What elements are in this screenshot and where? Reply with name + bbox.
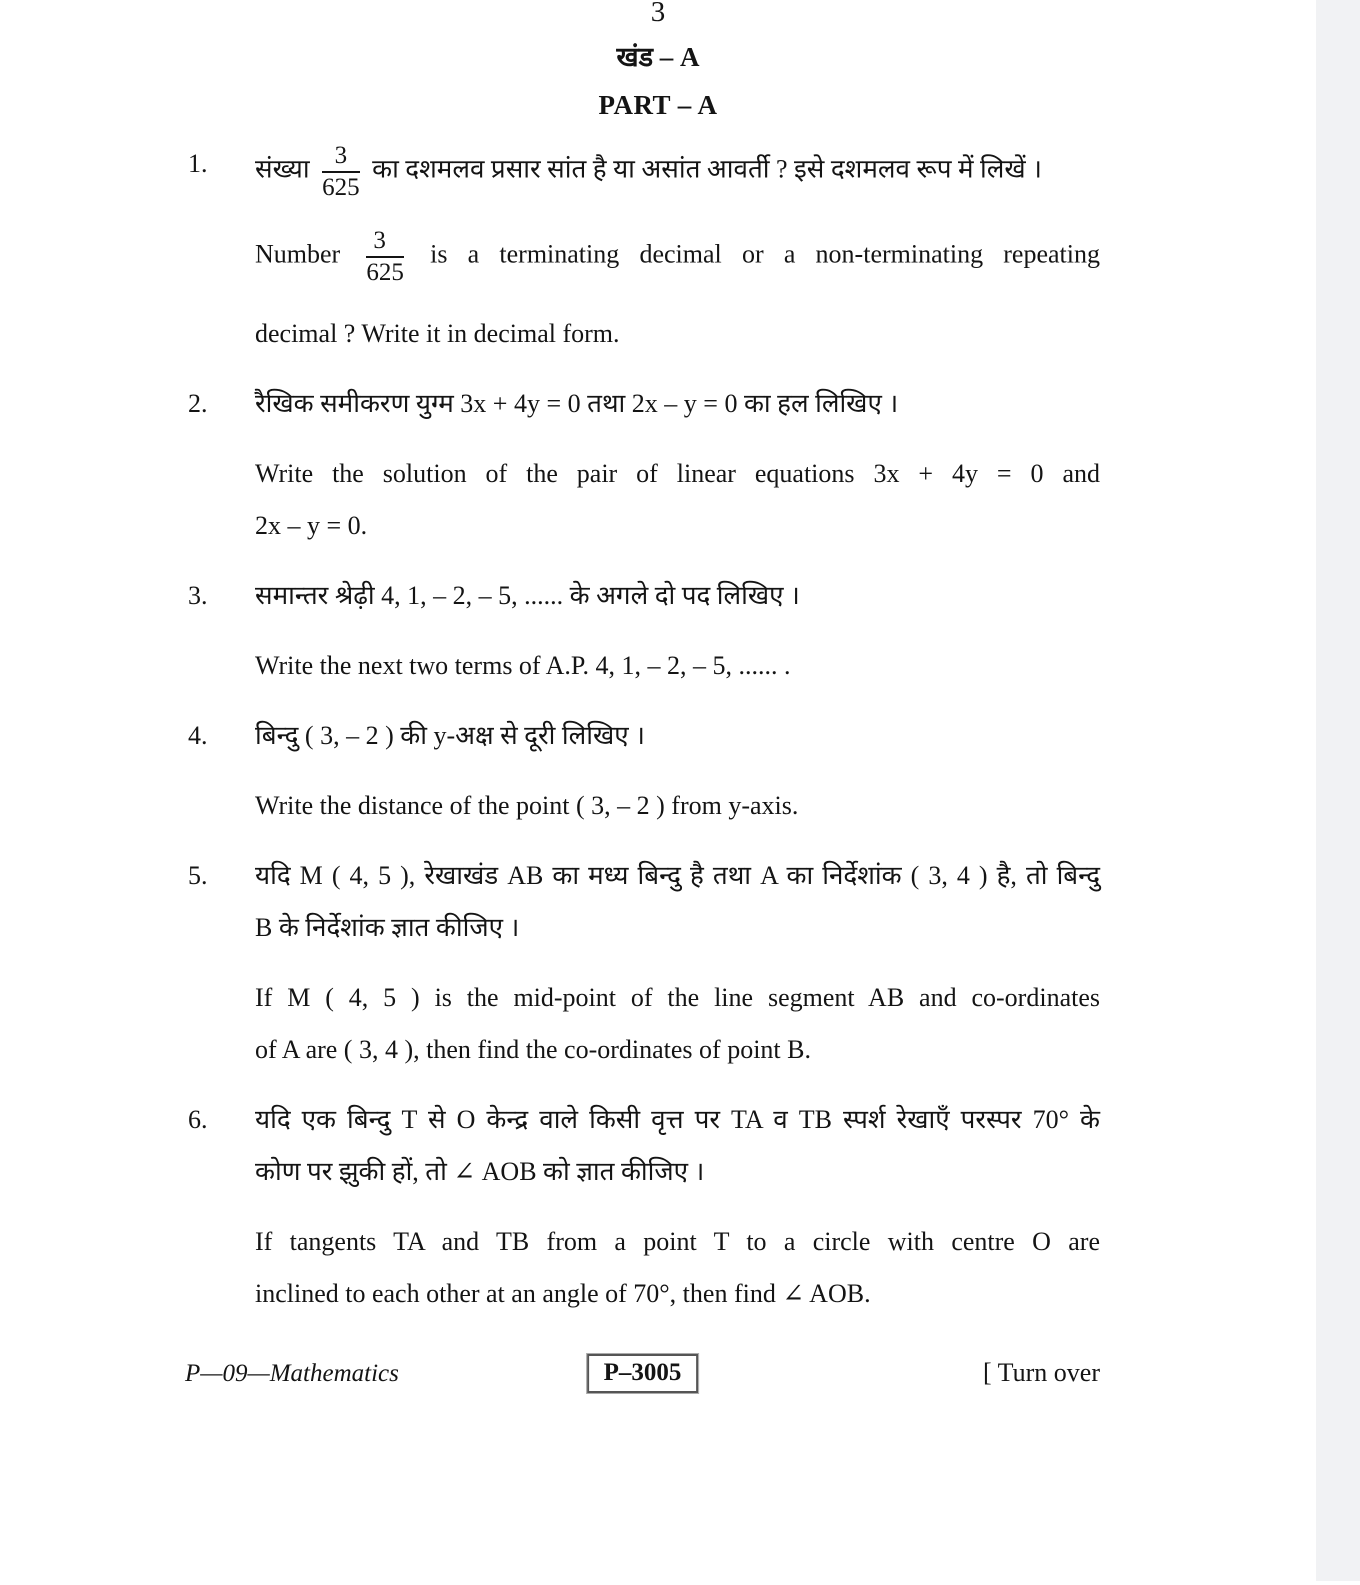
- question-1-number: 1.: [188, 149, 208, 178]
- question-2-hindi: रैखिक समीकरण युग्म 3x + 4y = 0 तथा 2x – y = 0 का हल लिखिए ।: [255, 389, 899, 418]
- section-heading-hindi: खंड – A: [616, 42, 700, 72]
- question-4: [188, 710, 1100, 850]
- question-5-english-line-2: of A are ( 3, 4 ), then find the co-ordinates of point B.: [255, 1035, 811, 1064]
- question-4-number: 4.: [188, 721, 208, 750]
- question-5-hindi: [255, 850, 1100, 954]
- question-5-english-line-1: If M ( 4, 5 ) is the mid-point of the line segment AB and co-ordinates: [255, 983, 1100, 1012]
- scan-edge-strip: [1316, 0, 1360, 1581]
- question-5-number: 5.: [188, 861, 208, 890]
- question-3: [188, 570, 1100, 710]
- fraction-denominator: 625: [366, 259, 404, 286]
- turn-over-label: [ Turn over: [982, 1358, 1100, 1387]
- question-2-english: [255, 448, 1100, 552]
- question-6-english-line-1: If tangents TA and TB from a point T to a circle with centre O are: [255, 1227, 1100, 1256]
- question-3-hindi: समान्तर श्रेढ़ी 4, 1, – 2, – 5, ...... के अगले दो पद लिखिए ।: [255, 581, 800, 610]
- question-2: [188, 378, 1100, 570]
- section-heading-english: PART – A: [598, 90, 718, 120]
- fraction-3-625: [322, 142, 360, 201]
- question-1-hindi-before-fraction: संख्या: [255, 154, 310, 184]
- question-1-english-line-1: [255, 223, 1100, 290]
- question-6-number: 6.: [188, 1105, 208, 1134]
- question-4-english: Write the distance of the point ( 3, – 2 ) from y-axis.: [255, 791, 799, 820]
- question-1-hindi: [255, 138, 1100, 205]
- question-6: [188, 1094, 1100, 1338]
- question-2-english-line-2: 2x – y = 0.: [255, 511, 368, 540]
- fraction-numerator: 3: [322, 142, 360, 173]
- question-6-hindi: [255, 1094, 1100, 1198]
- question-2-english-line-1: Write the solution of the pair of linear equations 3x + 4y = 0 and: [255, 459, 1100, 488]
- question-list: [0, 138, 1316, 1338]
- question-6-hindi-line-1: यदि एक बिन्दु T से O केन्द्र वाले किसी वृत्त पर TA व TB स्पर्श रेखाएँ परस्पर 70° के: [255, 1105, 1100, 1134]
- question-6-english: [255, 1216, 1100, 1320]
- question-4-hindi: बिन्दु ( 3, – 2 ) की y-अक्ष से दूरी लिखिए ।: [255, 721, 645, 750]
- fraction-3-625: [366, 227, 404, 286]
- question-6-hindi-line-2: कोण पर झुकी हों, तो ∠ AOB को ज्ञात कीजिए ।: [255, 1157, 705, 1186]
- question-1: [188, 138, 1100, 378]
- page-number: 3: [650, 0, 666, 28]
- question-3-number: 3.: [188, 581, 208, 610]
- question-1-english-line-2: decimal ? Write it in decimal form.: [255, 319, 620, 348]
- paper-number-box: P–3005: [587, 1354, 699, 1393]
- question-2-number: 2.: [188, 389, 208, 418]
- question-5-hindi-line-2: B के निर्देशांक ज्ञात कीजिए ।: [255, 913, 520, 942]
- question-1-hindi-after-fraction: का दशमलव प्रसार सांत है या असांत आवर्ती ? इसे दशमलव रूप में लिखें ।: [372, 154, 1042, 184]
- question-1-english-after-fraction: is a terminating decimal or a non-terminating repeating: [430, 239, 1100, 269]
- question-6-english-line-2: inclined to each other at an angle of 70°, then find ∠ AOB.: [255, 1279, 871, 1308]
- question-5-english: [255, 972, 1100, 1076]
- question-5-hindi-line-1: यदि M ( 4, 5 ), रेखाखंड AB का मध्य बिन्दु है तथा A का निर्देशांक ( 3, 4 ) है, तो बिन्दु: [255, 861, 1100, 890]
- question-1-english-before-fraction: Number: [255, 239, 341, 269]
- paper-code-label: P—09—Mathematics: [185, 1360, 399, 1387]
- question-3-english: Write the next two terms of A.P. 4, 1, – 2, – 5, ...... .: [255, 651, 791, 680]
- question-5: [188, 850, 1100, 1094]
- fraction-denominator: 625: [322, 174, 360, 201]
- page-footer: [185, 1354, 1100, 1398]
- fraction-numerator: 3: [366, 227, 404, 258]
